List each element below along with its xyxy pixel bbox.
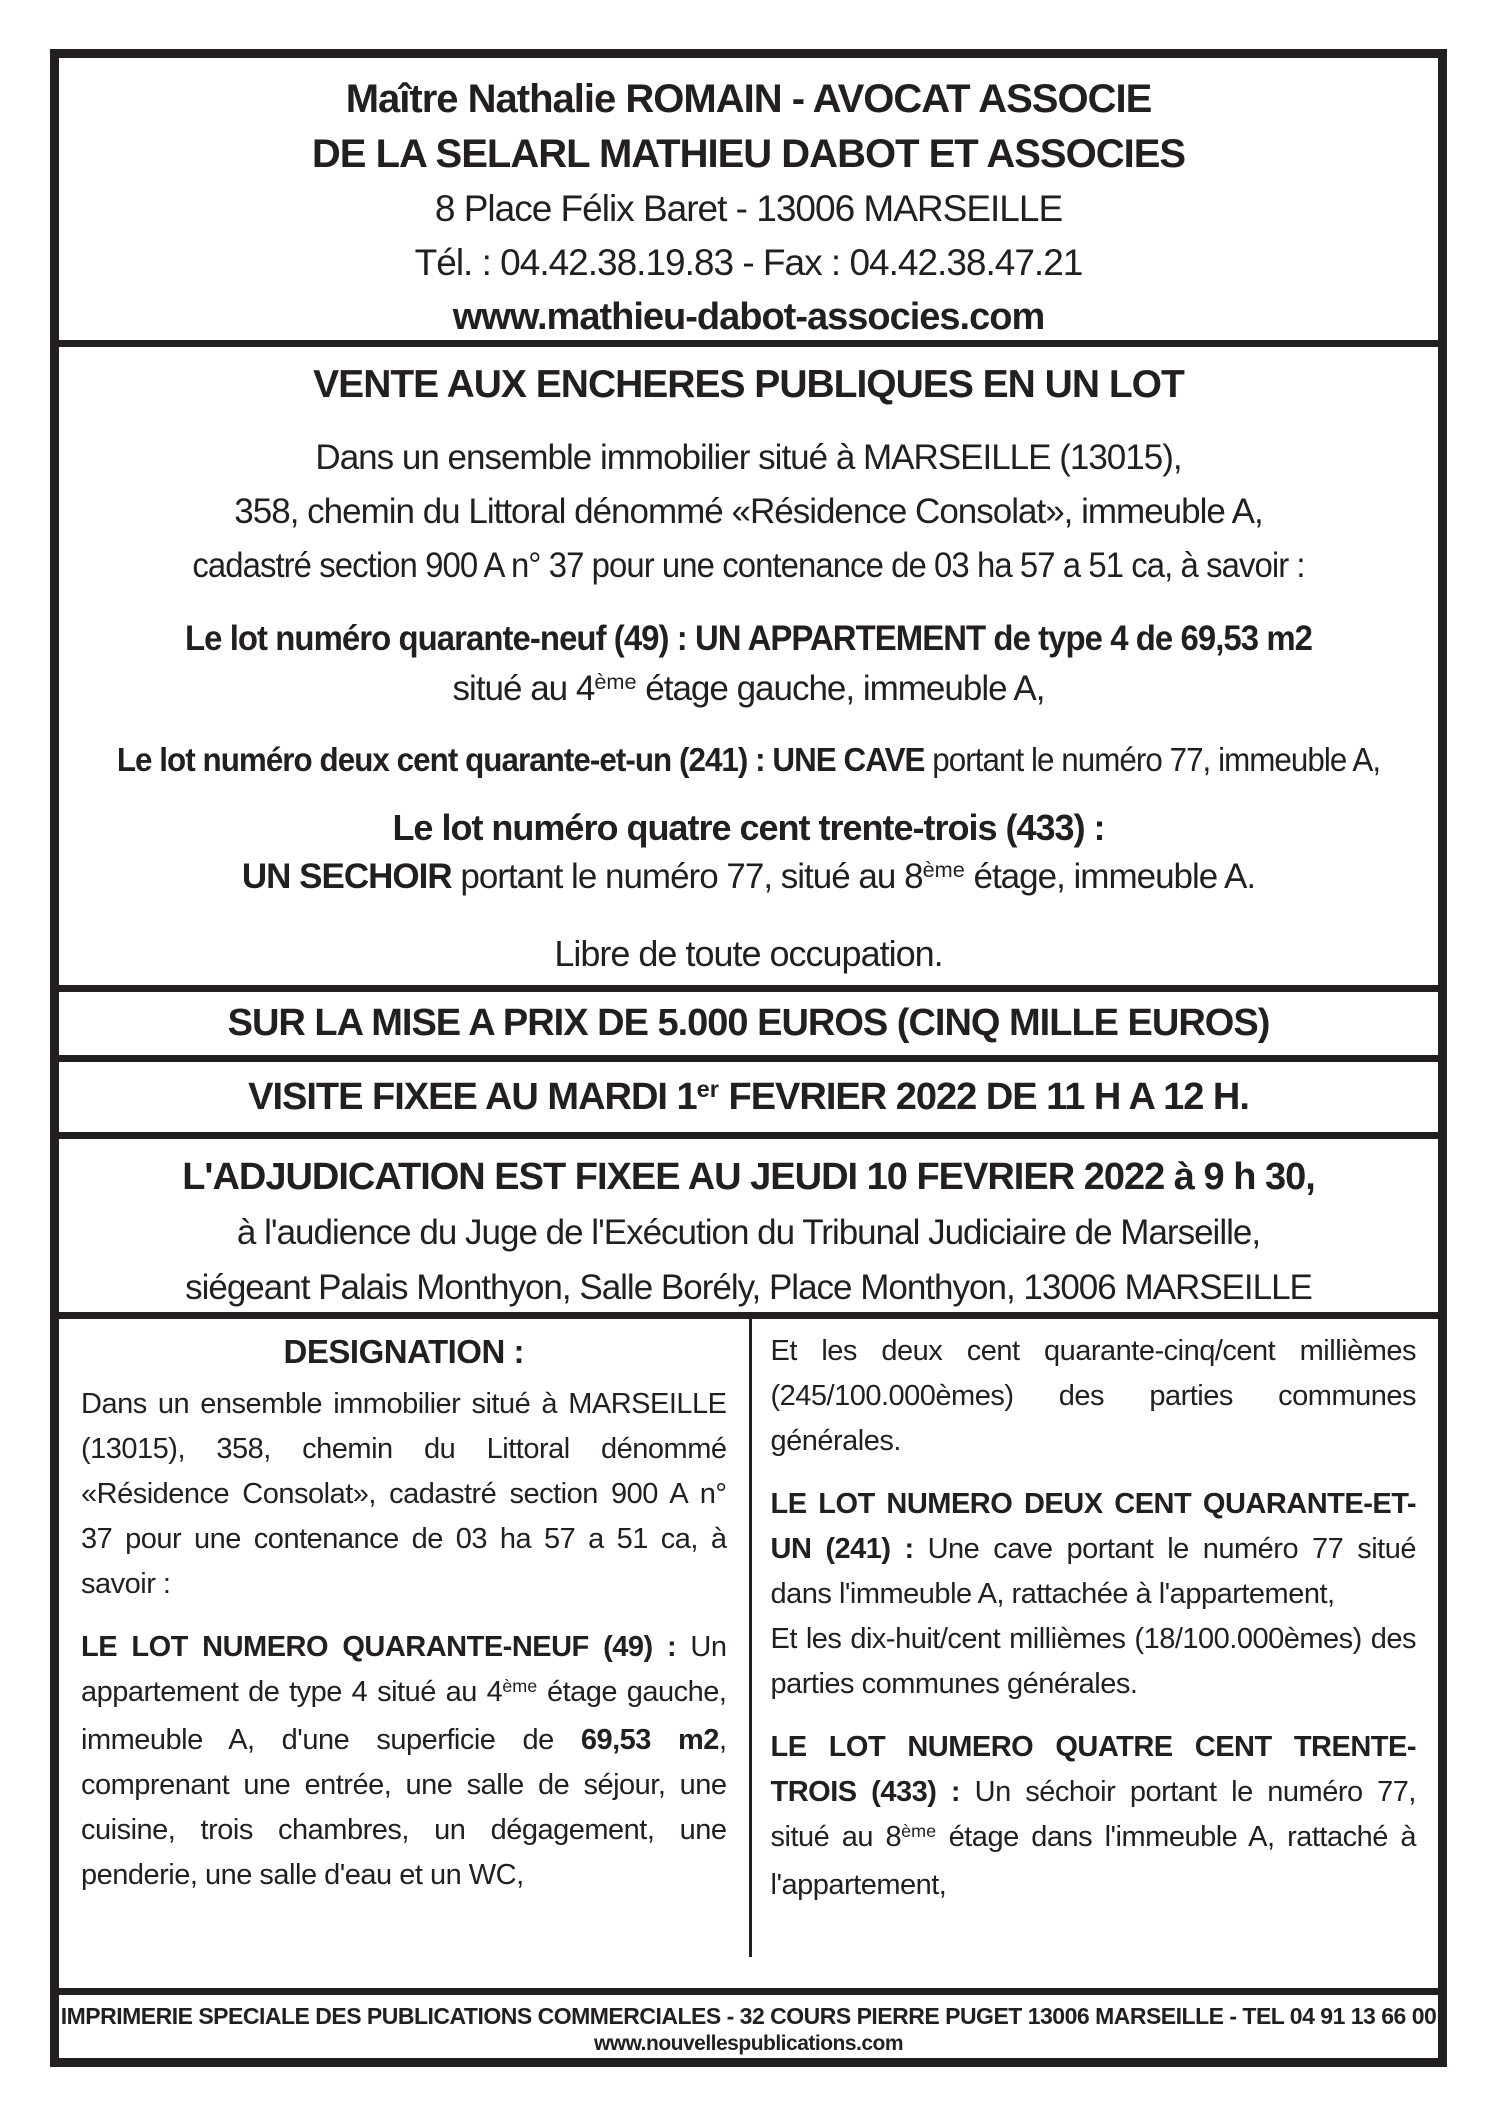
lawyer-address: 8 Place Félix Baret - 13006 MARSEILLE [434,188,1063,229]
adjudication-date-line: L'ADJUDICATION EST FIXEE AU JEUDI 10 FEVRIER 2022 à 9 h 30, [182,1156,1315,1198]
lot-49-paragraph: LE LOT NUMERO QUARANTE-NEUF (49) : Un appartement de type 4 situé au 4ème étage gauche, immeuble A, d'une superficie de 69,53 m2, comprenant une entrée, une salle de séjour, une cuisine, trois chambres, un dégagement, une penderie, une salle d'eau et un WC, [81,1631,727,1891]
printer-address-line: IMPRIMERIE SPECIALE DES PUBLICATIONS COMMERCIALES - 32 COURS PIERRE PUGET 13006 MARSEILLE - TEL 04 91 13 66 00 [60,2003,1437,2029]
lot-433-title-line: Le lot numéro quatre cent trente-trois (433) : [392,807,1105,848]
sale-intro-line: cadastré section 900 A n° 37 pour une contenance de 03 ha 57 a 51 ca, à savoir : [192,546,1305,585]
lawyer-name: Maître Nathalie ROMAIN - AVOCAT ASSOCIE [345,77,1152,121]
superscript-eme: ème [594,669,637,695]
sale-intro [59,431,1438,593]
price-banner [59,985,1438,1055]
sale-section [59,340,1438,985]
law-firm-name: DE LA SELARL MATHIEU DABOT ET ASSOCIES [311,132,1186,176]
column-divider [749,1319,752,1957]
notice-frame [50,49,1447,2067]
lawyer-header [59,58,1438,340]
sale-title: VENTE AUX ENCHERES PUBLIQUES EN UN LOT [313,363,1184,406]
superscript-eme: ème [922,857,965,883]
sale-intro-line: Dans un ensemble immobilier situé à MARSEILLE (13015), [315,438,1182,477]
printer-website: www.nouvellespublications.com [593,2032,904,2055]
lot-49-line: Le lot numéro quarante-neuf (49) : UN APPARTEMENT de type 4 de 69,53 m2 [184,619,1313,658]
adjudication-section [59,1132,1438,1312]
visit-banner [59,1055,1438,1132]
superscript-eme: ème [502,1676,538,1697]
shares-18-paragraph: Et les dix-huit/cent millièmes (18/100.000èmes) des parties communes générales. [770,1623,1416,1700]
lot-241-line: Le lot numéro deux cent quarante-et-un (241) : UNE CAVE portant le numéro 77, immeuble A, [116,741,1381,778]
superscript-eme: ème [901,1821,937,1842]
designation-intro-paragraph: Dans un ensemble immobilier situé à MARSEILLE (13015), 358, chemin du Littoral dénommé «Résidence Consolat», cadastré section 900 A n° 37 pour une contenance de 03 ha 57 a 51 ca, à savoir : [81,1388,727,1600]
designation-heading: DESIGNATION : [283,1333,524,1370]
lot-49-floor-line: situé au 4ème étage gauche, immeuble A, [452,669,1045,708]
designation-right-column [749,1319,1439,1988]
lot-433-detail-line: UN SECHOIR portant le numéro 77, situé au 8ème étage, immeuble A. [241,857,1256,896]
adjudication-court-line: à l'audience du Juge de l'Exécution du Tribunal Judiciaire de Marseille, [236,1213,1261,1252]
occupation-status: Libre de toute occupation. [554,933,943,974]
lot-49-area: 69,53 m2 [580,1724,719,1756]
superscript-er: er [696,1075,719,1102]
lot-241-paragraph: LE LOT NUMERO DEUX CENT QUARANTE-ET-UN (241) : Une cave portant le numéro 77 situé dans l'immeuble A, rattachée à l'appartement, [770,1488,1416,1610]
adjudication-location-line: siégeant Palais Monthyon, Salle Borély, Place Monthyon, 13006 MARSEILLE [185,1268,1312,1307]
lawyer-website: www.mathieu-dabot-associes.com [452,296,1045,338]
price-banner-text: SUR LA MISE A PRIX DE 5.000 EUROS (CINQ MILLE EUROS) [227,1002,1270,1044]
designation-section [59,1312,1438,1988]
printer-footer [59,1988,1438,2058]
lawyer-phone-fax: Tél. : 04.42.38.19.83 - Fax : 04.42.38.47.21 [414,242,1083,283]
visit-banner-text: VISITE FIXEE AU MARDI 1er FEVRIER 2022 DE 11 H A 12 H. [248,1075,1249,1118]
shares-245-paragraph: Et les deux cent quarante-cinq/cent millièmes (245/100.000èmes) des parties communes générales. [770,1335,1416,1457]
lot-433-paragraph: LE LOT NUMERO QUATRE CENT TRENTE-TROIS (433) : Un séchoir portant le numéro 77, situé au 8ème étage dans l'immeuble A, rattaché à l'appartement, [770,1731,1416,1901]
sale-intro-line: 358, chemin du Littoral dénommé «Résidence Consolat», immeuble A, [234,492,1263,531]
designation-left-column [59,1319,749,1988]
